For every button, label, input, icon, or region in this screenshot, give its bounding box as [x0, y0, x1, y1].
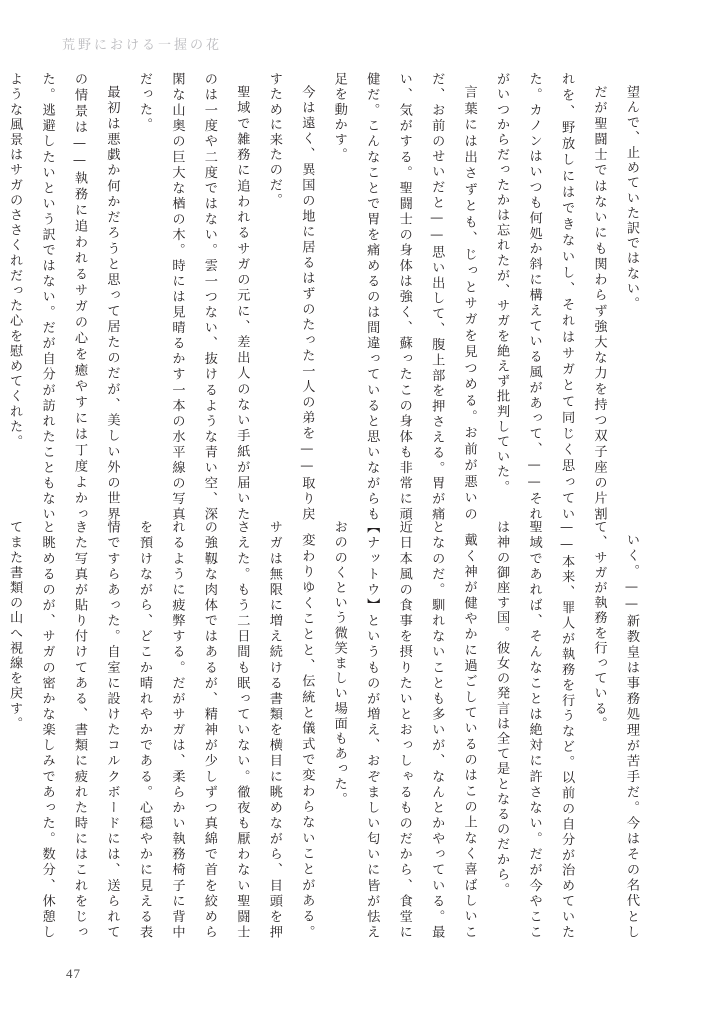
- paragraph: 変わりゆくことと、伝統と儀式で変わらないことがある。サガは無限に増え続ける書類を横目に眺めながら、目頭を押さえた。もう二日間も眠っていない。徹夜も厭わない聖闘士の強靱な肉体ではあるが、精神が少しずつ真綿で首を絞められるように疲弊する。だがサガは、柔らかい執務椅子に背中を預けながら、どこか晴れやかである。心穏やかに見える表情ですらあった。自室に設けたコルクボードには、送られてきた写真が貼り付けてある、書類に疲れた時にはこれをじっと眺めるのが、サガの密かな楽しみであった。数分、休憩してまた書類の山へ視線を戻す。: [7, 520, 315, 940]
- paragraph: だが聖闘士ではないにも関わらず強大な力を持つ双子座の片割れを、野放しにはできないし、それはサガとて同じく思っていた。カノンはいつも何処か斜に構えている風があって、——それがいつからだったかは忘れたが、サガを絶えず批判していた。: [494, 72, 607, 522]
- paragraph: ——本来、罪人が執務を行うなど。以前の自分が治めていた聖域であれば、そんなことは絶対に許さない。だが今やここは神の御座す国。彼女の発言は全て是となるのだから。: [494, 520, 575, 940]
- paragraph: 最初は悪戯か何かだろうと思って居たのだが、美しい外の世界の情景は——執務に追われるサガの心を癒やすには丁度よかった。逃避したいという訳ではない。だが自分が訪れたこともないような風景はサガのささくれだった心を慰めてくれた。: [7, 72, 120, 522]
- text-block-lower: [7, 520, 647, 940]
- paragraph: いく。——新教皇は事務処理が苦手だ。今はその名代として、サガが執務を行っている。: [591, 520, 639, 940]
- paragraph: 望んで、止めていた訳ではない。: [624, 85, 639, 312]
- running-head: 荒野における一握の花: [62, 38, 223, 53]
- text-block-upper: [7, 72, 647, 522]
- page-number: 47: [66, 966, 81, 981]
- paragraph: 今は遠く、異国の地に居るはずのたった一人の弟を——取り戻すために来たのだ。: [266, 72, 315, 522]
- paragraph: 聖域で雑務に追われるサガの元に、差出人のない手紙が届いたのは一度や二度ではない。雲一つない、抜けるような青い空、深閑な山奥の巨大な楢の木。時には見晴るかす一本の水平線の写真だった。: [136, 72, 250, 522]
- paragraph: 戴く神が健やかに過ごしているのはこの上なく喜ばしいことなのだ。馴れないことも多いが、なんとかやっている。最近日本風の食事を摂りたいとおっしゃるものだから、食堂に【ナットウ】というものが増え、おぞましい匂いに皆が怯えおののくという微笑ましい場面もあった。: [331, 520, 477, 940]
- paragraph: 言葉には出さずとも、じっとサガを見つめる。お前が悪いのだ、お前のせいだと——思い出して、腹上部を押さえる。胃が痛い、気がする。聖闘士の身体は強く、蘇ったこの身体も非常に頑健だ。こんなことで胃を痛めるのは間違っていると思いながらも足を動かす。: [331, 72, 477, 522]
